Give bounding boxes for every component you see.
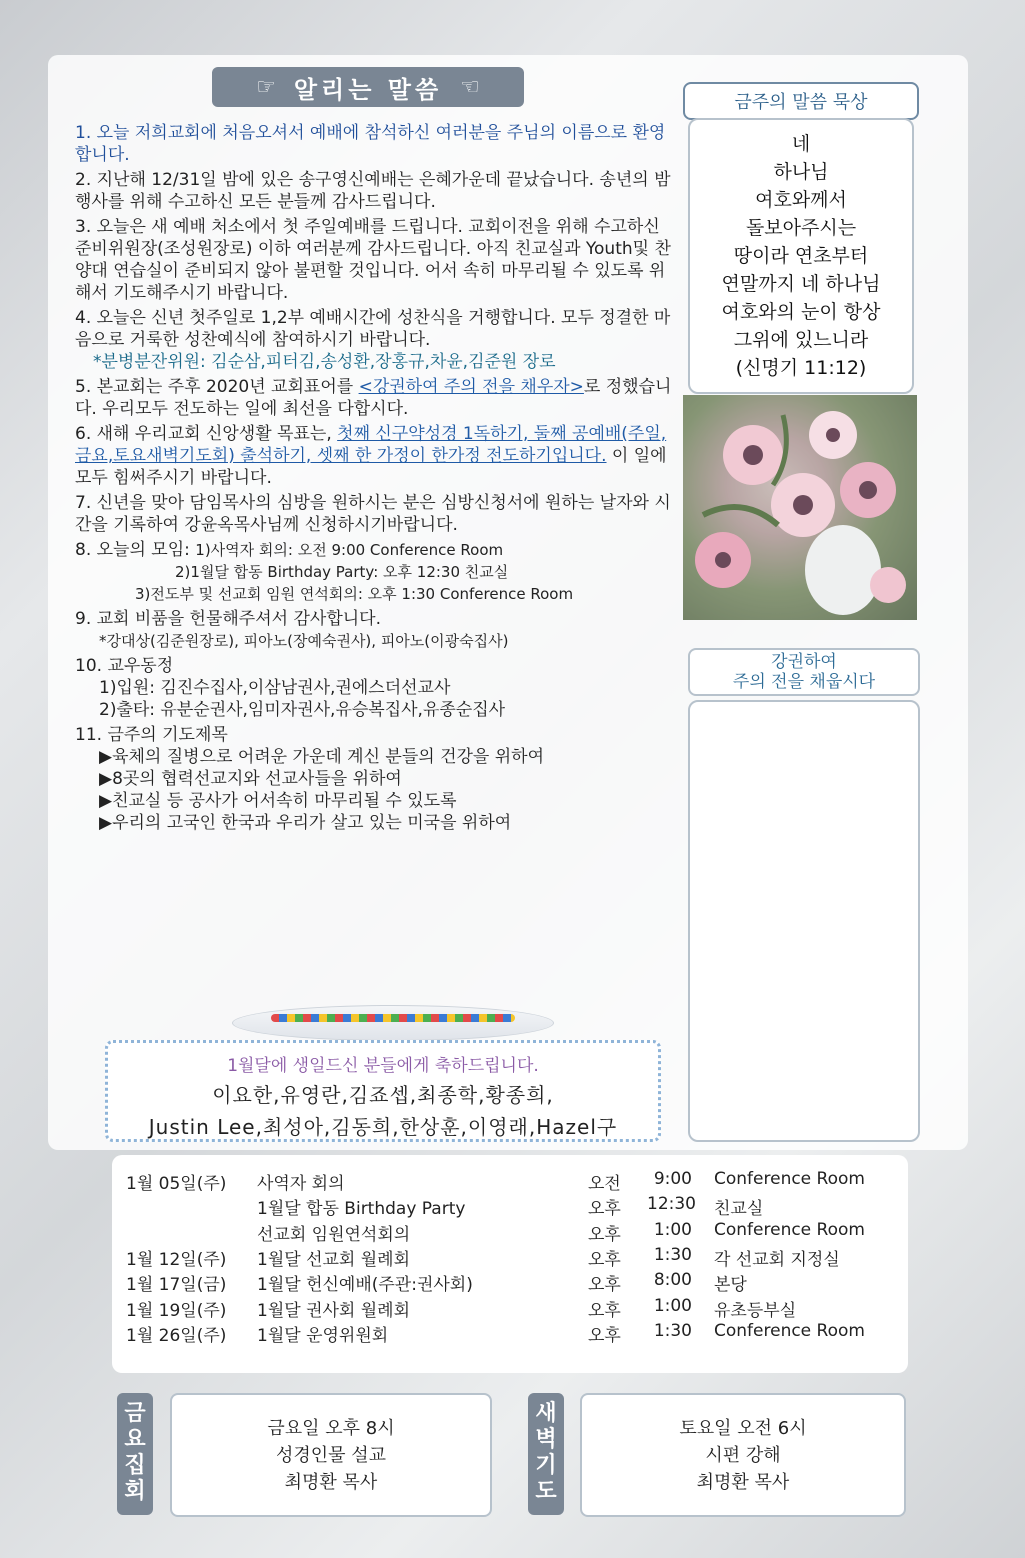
schedule-ampm: 오후	[588, 1224, 621, 1245]
schedule-date: 1월 12일(주)	[126, 1249, 227, 1270]
prayer-item-3: ▶친교실 등 공사가 어서속히 마무리될 수 있도록	[99, 791, 457, 811]
announcement-item-10: 10. 교우동정	[75, 656, 174, 676]
verse-line: 하나님	[773, 161, 829, 183]
verse-line: 그위에 있느니라	[733, 329, 869, 351]
item-6-post: 이 일에 모두 힘써주시기 바랍니다.	[75, 446, 667, 488]
birthday-names-2: Justin Lee,최성아,김동희,한상훈,이영래,Hazel구	[148, 1115, 618, 1139]
announcement-item-9: 9. 교회 비품을 헌물해주셔서 감사합니다.	[75, 609, 381, 629]
schedule-time: 8:00	[653, 1270, 692, 1291]
item-8-line-1: 1)사역자 회의: 오전 9:00 Conference Room	[195, 541, 504, 559]
prayer-item-2: ▶8곳의 협력선교지와 선교사들을 위하여	[99, 769, 402, 789]
schedule-ampm: 오후	[588, 1199, 621, 1220]
announcement-item-8	[75, 539, 675, 561]
hand-pointing-right-icon: ☞	[256, 74, 276, 100]
prayer-item-4: ▶우리의 고국인 한국과 우리가 살고 있는 미국을 위하여	[99, 813, 512, 833]
schedule-event: 1월달 헌신예배(주관:권사회)	[257, 1275, 473, 1296]
announcements-body	[75, 122, 675, 837]
schedule-event: 사역자 회의	[257, 1174, 345, 1194]
label-char: 도	[535, 1479, 557, 1504]
announcement-item-6	[75, 423, 675, 489]
announcements-title	[212, 67, 524, 107]
schedule-event: 1월달 선교회 월례회	[257, 1249, 410, 1270]
announcement-item-7: 7. 신년을 맞아 담임목사의 심방을 원하시는 분은 심방신청서에 원하는 날자와 시간을 기록하여 강윤옥목사님께 신청하시기바랍니다.	[75, 493, 671, 535]
hand-pointing-left-icon: ☜	[460, 74, 480, 100]
label-char: 요	[124, 1427, 146, 1452]
friday-speaker: 최명환 목사	[284, 1471, 378, 1493]
announcement-item-4: 4. 오늘은 신년 첫주일로 1,2부 예배시간에 성찬식을 거행합니다. 모두 정결한 마음으로 거룩한 성찬예식에 참여하시기 바랍니다.	[75, 308, 671, 350]
verse-line: 돌보아주시는	[745, 217, 857, 239]
schedule-ampm: 오전	[588, 1174, 621, 1194]
schedule-event: 1월달 권사회 월례회	[257, 1300, 410, 1321]
dawn-speaker: 최명환 목사	[696, 1471, 790, 1493]
goals-link[interactable]: 첫째 신구약성경 1독하기, 둘째 공예배(주일,금요,토요새벽기도회) 출석하기, 셋째 한 가정이 한가정 전도하기입니다.	[75, 424, 667, 466]
label-char: 회	[124, 1479, 146, 1504]
schedule-place: 각 선교회 지정실	[714, 1249, 840, 1270]
schedule-time: 1:30	[653, 1244, 692, 1265]
schedule-place: 친교실	[714, 1199, 764, 1220]
item-10-sub-2: 2)출타: 유분순권사,임미자권사,유승복집사,유종순집사	[99, 700, 506, 720]
friday-meeting-box	[170, 1393, 492, 1517]
schedule-time: 12:30	[647, 1194, 696, 1215]
schedule-place: Conference Room	[714, 1320, 865, 1341]
birthday-names-1: 이요한,유영란,김죠셉,최종학,황종희,	[212, 1083, 554, 1107]
slogan-line-1: 강권하여	[771, 652, 837, 672]
verse-box	[688, 118, 914, 394]
friday-time: 금요일 오후 8시	[267, 1417, 395, 1439]
item-6-pre: 6. 새해 우리교회 신앙생활 목표는,	[75, 424, 338, 444]
label-char: 집	[124, 1453, 146, 1478]
item-8-line-2: 2)1월달 합동 Birthday Party: 오후 12:30 친교실	[175, 563, 509, 581]
verse-reference: (신명기 11:12)	[735, 357, 867, 379]
slogan-line-2: 주의 전을 채웁시다	[732, 672, 876, 692]
schedule-place: Conference Room	[714, 1219, 865, 1240]
label-char: 새	[535, 1401, 557, 1426]
dawn-topic: 시편 강해	[705, 1444, 781, 1466]
announcement-item-9-sub: *강대상(김준원장로), 피아노(장예숙권사), 피아노(이광숙집사)	[99, 632, 509, 650]
schedule-table	[112, 1155, 908, 1373]
announcement-item-2: 2. 지난해 12/31일 밤에 있은 송구영신예배는 은혜가운데 끝났습니다. 송년의 밤 행사를 위해 수고하신 모든 분들께 감사드립니다.	[75, 170, 671, 212]
verse-line: 여호와께서	[755, 189, 847, 211]
flower-bouquet-icon	[683, 395, 917, 620]
dawn-prayer-label	[528, 1393, 564, 1515]
schedule-place: 본당	[714, 1275, 747, 1296]
schedule-event: 1월달 운영위원회	[257, 1325, 389, 1346]
announcement-item-11: 11. 금주의 기도제목	[75, 725, 228, 745]
item-10-sub-1: 1)입원: 김진수집사,이삼남권사,권에스더선교사	[99, 678, 451, 698]
birthday-cake-icon	[232, 1005, 554, 1041]
label-char: 금	[124, 1401, 146, 1426]
verse-line: 땅이라 연초부터	[733, 245, 869, 267]
schedule-place: Conference Room	[714, 1169, 865, 1189]
schedule-date: 1월 19일(주)	[126, 1300, 227, 1321]
prayer-item-1: ▶육체의 질병으로 어려운 가운데 계신 분들의 건강을 위하여	[99, 747, 545, 767]
friday-topic: 성경인물 설교	[275, 1444, 387, 1466]
schedule-time: 1:30	[653, 1320, 692, 1341]
friday-meeting-label	[117, 1393, 153, 1515]
dawn-time: 토요일 오전 6시	[679, 1417, 807, 1439]
schedule-date: 1월 17일(금)	[126, 1275, 227, 1296]
item-8-line-3: 3)전도부 및 선교회 임원 연석회의: 오후 1:30 Conference Room	[135, 585, 574, 603]
schedule-time: 1:00	[653, 1219, 692, 1240]
schedule-date: 1월 26일(주)	[126, 1325, 227, 1346]
birthday-box	[105, 1040, 661, 1142]
slogan-box	[688, 648, 920, 696]
announcement-item-1: 1. 오늘 저희교회에 처음오셔서 예배에 참석하신 여러분을 주님의 이름으로 환영합니다.	[75, 123, 666, 165]
schedule-ampm: 오후	[588, 1249, 621, 1270]
label-char: 벽	[535, 1427, 557, 1452]
slogan-link[interactable]: <강권하여 주의 전을 채우자>	[358, 377, 584, 397]
dawn-prayer-box	[580, 1393, 906, 1517]
schedule-event: 선교회 임원연석회의	[257, 1224, 411, 1245]
schedule-ampm: 오후	[588, 1300, 621, 1321]
verse-line: 여호와의 눈이 항상	[721, 301, 881, 323]
schedule-event: 1월달 합동 Birthday Party	[257, 1199, 466, 1220]
schedule-time: 9:00	[653, 1169, 692, 1189]
label-char: 기	[535, 1453, 557, 1478]
schedule-ampm: 오후	[588, 1325, 621, 1346]
announcement-item-4-sub: *분병분잔위원: 김순삼,피터김,송성환,장홍규,차윤,김준원 장로	[93, 352, 556, 372]
schedule-ampm: 오후	[588, 1275, 621, 1296]
notes-box	[688, 700, 920, 1142]
item-5-post: 로 정했습니다. 우리모두 전도하는 일에 최선을 다합시다.	[75, 377, 672, 419]
schedule-place: 유초등부실	[714, 1300, 797, 1321]
verse-line: 연말까지 네 하나님	[721, 273, 881, 295]
birthday-title: 1월달에 생일드신 분들에게 축하드립니다.	[227, 1056, 539, 1076]
schedule-date: 1월 05일(주)	[126, 1174, 227, 1194]
announcement-item-5	[75, 376, 675, 420]
item-8-head: 8. 오늘의 모임:	[75, 540, 196, 560]
schedule-time: 1:00	[653, 1295, 692, 1316]
announcements-title-text: 알리는 말씀	[293, 75, 443, 104]
item-5-pre: 5. 본교회는 주후 2020년 교회표어를	[75, 377, 359, 397]
flower-photo	[683, 395, 917, 620]
announcement-item-3: 3. 오늘은 새 예배 처소에서 첫 주일예배를 드립니다. 교회이전을 위해 수고하신 준비위원장(조성원장로) 이하 여러분께 감사드립니다. 아직 친교실과 Youth및 찬양대 연습실이 준비되지 않아 불편할 것입니다. 어서 속히 마무리될 수 있도록 위해서 기도해주시기 바랍니다.	[75, 217, 671, 303]
verse-line: 네	[791, 133, 811, 155]
verse-heading: 금주의 말씀 묵상	[683, 82, 919, 120]
